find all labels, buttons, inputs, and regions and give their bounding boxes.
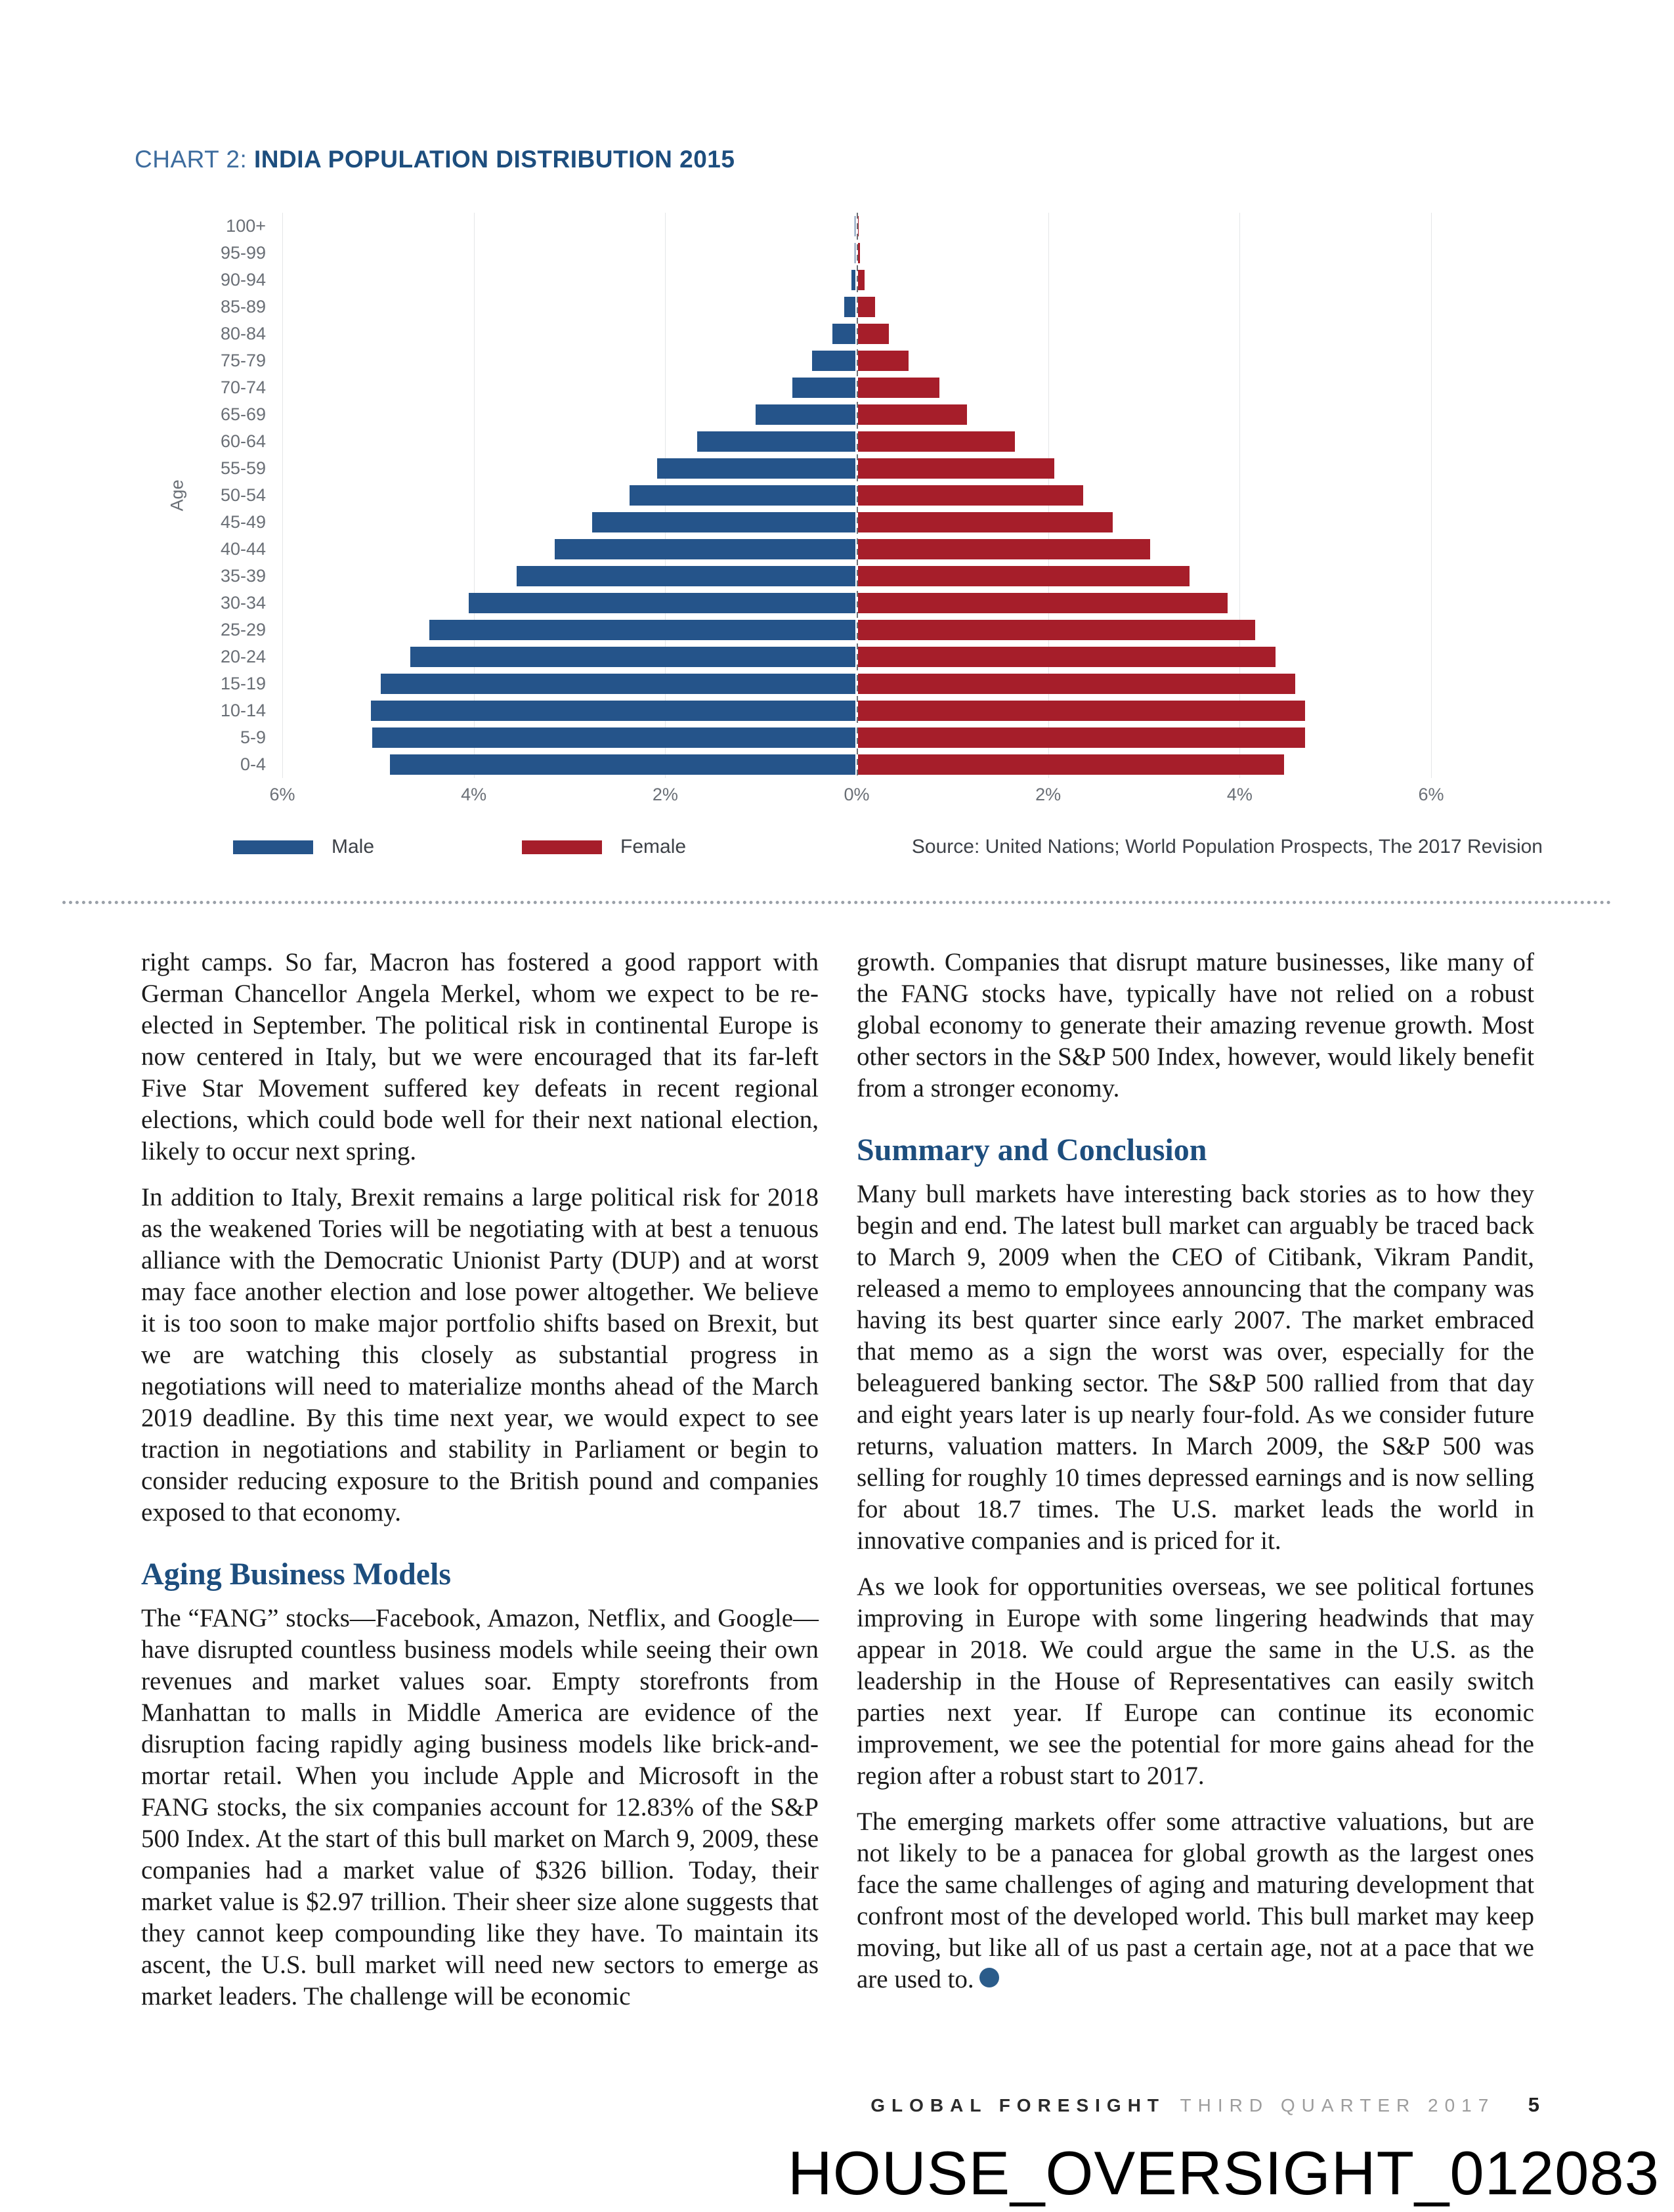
chart-legend bbox=[135, 836, 1543, 858]
age-label: 35-39 bbox=[220, 566, 266, 586]
x-tick-label: 6% bbox=[1418, 785, 1444, 804]
pyramid-row bbox=[220, 590, 1431, 617]
paragraph: As we look for opportunities overseas, we see political fortunes improving in Europe with some lingering headwinds that may appear in 2018. We could argue the same in the U.S. as the leadership in the House of Representatives can easily switch parties next year. If Europe can continue its economic improvement, we see the potential for more gains ahead for the region after a robust start to 2017. bbox=[857, 1572, 1534, 1790]
female-bar bbox=[858, 351, 909, 371]
age-label: 90-94 bbox=[220, 270, 266, 290]
legend-female-label: Female bbox=[620, 836, 687, 857]
paragraph: The “FANG” stocks—Facebook, Amazon, Netflix, and Google—have disrupted countless business models while seeing their own revenues and market values soar. Empty storefronts from Manhattan to malls in Middle America are evidence of the disruption facing rapidly aging business models like brick-and-mortar retail. When you include Apple and Microsoft in the FANG stocks, the six companies account for 12.83% of the S&P 500 Index. At the start of this bull market on March 9, 2009, these companies had a market value of $326 billion. Today, their market value is $2.97 trillion. Their sheer size alone suggests that they cannot keep compounding like they have. To maintain its ascent, the U.S. bull market will need new sectors to emerge as market leaders. The challenge will be economic bbox=[141, 1604, 819, 2010]
x-tick-label: 4% bbox=[1226, 785, 1253, 804]
chart-source: Source: United Nations; World Population Prospects, The 2017 Revision bbox=[911, 836, 1543, 857]
pyramid-row bbox=[220, 617, 1431, 643]
age-label: 60-64 bbox=[220, 431, 266, 451]
age-label: 40-44 bbox=[220, 539, 266, 559]
paragraph: Many bull markets have interesting back stories as to how they begin and end. The latest bull market can arguably be traced back to March 9, 2009 when the CEO of Citibank, Vikram Pandit, released a memo to employees announcing that the company was having its best quarter since early 2007. The market embraced that memo as a sign the worst was over, especially for the beleaguered banking sector. The S&P 500 rallied from that day and eight years later is up nearly four-fold. As we consider future returns, valuation matters. In March 2009, the S&P 500 was selling for roughly 10 times depressed earnings and is now selling for about 18.7 times. The U.S. market leads the world in innovative companies and is priced for it. bbox=[857, 1180, 1534, 1555]
male-bar bbox=[697, 431, 855, 452]
female-swatch-icon bbox=[522, 840, 602, 854]
chart-title bbox=[135, 146, 1543, 173]
x-tick-label: 4% bbox=[461, 785, 487, 804]
pyramid-row bbox=[226, 213, 1431, 240]
female-bar bbox=[858, 647, 1276, 667]
female-bar bbox=[858, 297, 875, 317]
page-footer bbox=[870, 2093, 1539, 2117]
pyramid-row bbox=[220, 347, 1431, 374]
age-label: 5-9 bbox=[240, 727, 266, 747]
female-bar bbox=[858, 620, 1255, 640]
male-bar bbox=[756, 404, 855, 425]
paragraph: right camps. So far, Macron has fostered a good rapport with German Chancellor Angela Merkel, whom we expect to be re-elected in September. The political risk in continental Europe is now centered in Italy, but we were encouraged that its far-left Five Star Movement suffered key defeats in recent regional elections, which could bode well for their next national election, likely to occur next spring. bbox=[141, 948, 819, 1165]
female-bar bbox=[858, 270, 865, 290]
female-bar bbox=[858, 593, 1228, 613]
right-column bbox=[857, 947, 1534, 2012]
age-label: 45-49 bbox=[220, 512, 266, 532]
female-bar bbox=[858, 404, 967, 425]
paragraph: In addition to Italy, Brexit remains a large political risk for 2018 as the weakened Tories will be negotiating with at best a tenuous alliance with the Democratic Unionist Party (DUP) and at worst may face another election and lose power altogether. We believe it is too soon to make major portfolio shifts based on Brexit, but we are watching this closely as substantial progress in negotiations will need to materialize months ahead of the March 2019 deadline. By this time next year, we would expect to see traction in negotiations and stability in Parliament or begin to consider reducing exposure to the British pound and companies exposed to that economy. bbox=[141, 1183, 819, 1527]
end-mark-icon bbox=[979, 1968, 999, 1987]
chart-title-text: INDIA POPULATION DISTRIBUTION 2015 bbox=[254, 146, 735, 173]
male-bar bbox=[792, 378, 855, 398]
female-bar bbox=[858, 674, 1295, 694]
male-swatch-icon bbox=[233, 840, 313, 854]
male-bar bbox=[381, 674, 855, 694]
pyramid-row bbox=[220, 509, 1431, 536]
y-axis-title: Age bbox=[167, 479, 187, 511]
age-label: 80-84 bbox=[220, 324, 266, 343]
pyramid-row bbox=[220, 643, 1431, 670]
x-axis bbox=[269, 785, 1444, 816]
female-bar bbox=[858, 243, 860, 263]
gridline bbox=[1431, 213, 1432, 778]
female-bar bbox=[858, 324, 889, 344]
male-bar bbox=[592, 512, 855, 532]
age-label: 0-4 bbox=[240, 754, 266, 774]
female-bar bbox=[858, 216, 859, 236]
footer-issue: THIRD QUARTER 2017 bbox=[1180, 2095, 1495, 2115]
male-bar bbox=[429, 620, 855, 640]
male-bar bbox=[469, 593, 855, 613]
x-tick-label: 2% bbox=[1035, 785, 1062, 804]
age-label: 65-69 bbox=[220, 404, 266, 424]
paragraph: The emerging markets offer some attractive valuations, but are not likely to be a panacea for global growth as the largest ones face the same challenges of aging and maturing development that confront most of the developed world. This bull market may keep moving, but like all of us past a certain age, not at a pace that we are used to. bbox=[857, 1808, 1534, 1993]
chart-block bbox=[135, 146, 1543, 858]
pyramid-row bbox=[240, 751, 1431, 778]
footer-publication: GLOBAL FORESIGHT bbox=[870, 2095, 1166, 2115]
pyramid-plot bbox=[167, 213, 1431, 778]
female-bar bbox=[858, 512, 1113, 532]
age-label: 70-74 bbox=[220, 378, 266, 397]
footer-page-number: 5 bbox=[1528, 2093, 1539, 2116]
male-bar bbox=[630, 485, 855, 506]
male-bar bbox=[844, 297, 856, 317]
male-bar bbox=[517, 566, 855, 586]
male-bar bbox=[372, 727, 855, 748]
watermark: HOUSE_OVERSIGHT_012083 bbox=[787, 2138, 1660, 2207]
male-bar bbox=[390, 754, 855, 775]
x-tick-label: 2% bbox=[652, 785, 678, 804]
age-label: 20-24 bbox=[220, 647, 266, 666]
paragraph: growth. Companies that disrupt mature businesses, like many of the FANG stocks have, typically have not relied on a robust global economy to generate their amazing revenue growth. Most other sectors in the S&P 500 Index, however, would likely benefit from a stronger economy. bbox=[857, 948, 1534, 1102]
pyramid-row bbox=[220, 320, 1431, 347]
female-bar bbox=[858, 539, 1150, 559]
legend-item-male bbox=[233, 836, 374, 858]
male-bar bbox=[410, 647, 855, 667]
pyramid-row bbox=[220, 293, 1431, 320]
female-bar bbox=[858, 458, 1054, 479]
age-label: 30-34 bbox=[220, 593, 266, 613]
female-bar bbox=[858, 727, 1305, 748]
age-label: 10-14 bbox=[220, 701, 266, 720]
population-pyramid-chart bbox=[135, 213, 1543, 816]
age-label: 25-29 bbox=[220, 620, 266, 640]
female-bar bbox=[858, 485, 1083, 506]
legend-item-female bbox=[522, 836, 686, 858]
age-label: 85-89 bbox=[220, 297, 266, 316]
pyramid-row bbox=[220, 482, 1431, 509]
female-bar bbox=[858, 566, 1190, 586]
male-bar bbox=[812, 351, 855, 371]
pyramid-row bbox=[220, 455, 1431, 482]
age-label: 15-19 bbox=[220, 674, 266, 693]
male-bar bbox=[555, 539, 855, 559]
pyramid-row bbox=[220, 536, 1431, 563]
left-column bbox=[141, 947, 819, 2012]
pyramid-row bbox=[220, 563, 1431, 590]
age-label: 55-59 bbox=[220, 458, 266, 478]
male-bar bbox=[657, 458, 855, 479]
pyramid-row bbox=[220, 240, 1431, 267]
age-label: 100+ bbox=[226, 216, 266, 236]
female-bar bbox=[858, 701, 1305, 721]
pyramid-row bbox=[220, 428, 1431, 455]
chart-label-prefix: CHART 2: bbox=[135, 146, 247, 173]
legend-male-label: Male bbox=[332, 836, 375, 857]
dotted-divider bbox=[62, 901, 1612, 904]
pyramid-row bbox=[220, 670, 1431, 697]
pyramid-row bbox=[220, 374, 1431, 401]
pyramid-row bbox=[220, 697, 1431, 724]
male-bar bbox=[832, 324, 855, 344]
age-label: 75-79 bbox=[220, 351, 266, 370]
male-bar bbox=[371, 701, 855, 721]
age-label: 95-99 bbox=[220, 243, 266, 263]
pyramid-row bbox=[220, 401, 1431, 428]
pyramid-row bbox=[240, 724, 1431, 751]
section-heading-summary-and-conclusion: Summary and Conclusion bbox=[857, 1133, 1207, 1167]
x-tick-label: 6% bbox=[269, 785, 295, 804]
female-bar bbox=[858, 378, 939, 398]
pyramid-row bbox=[220, 267, 1431, 293]
female-bar bbox=[858, 431, 1015, 452]
section-heading-aging-business-models: Aging Business Models bbox=[141, 1557, 452, 1592]
male-bar bbox=[851, 270, 855, 290]
female-bar bbox=[858, 754, 1284, 775]
x-tick-label: 0% bbox=[844, 785, 870, 804]
article-columns bbox=[141, 947, 1534, 2012]
age-label: 50-54 bbox=[220, 485, 266, 505]
